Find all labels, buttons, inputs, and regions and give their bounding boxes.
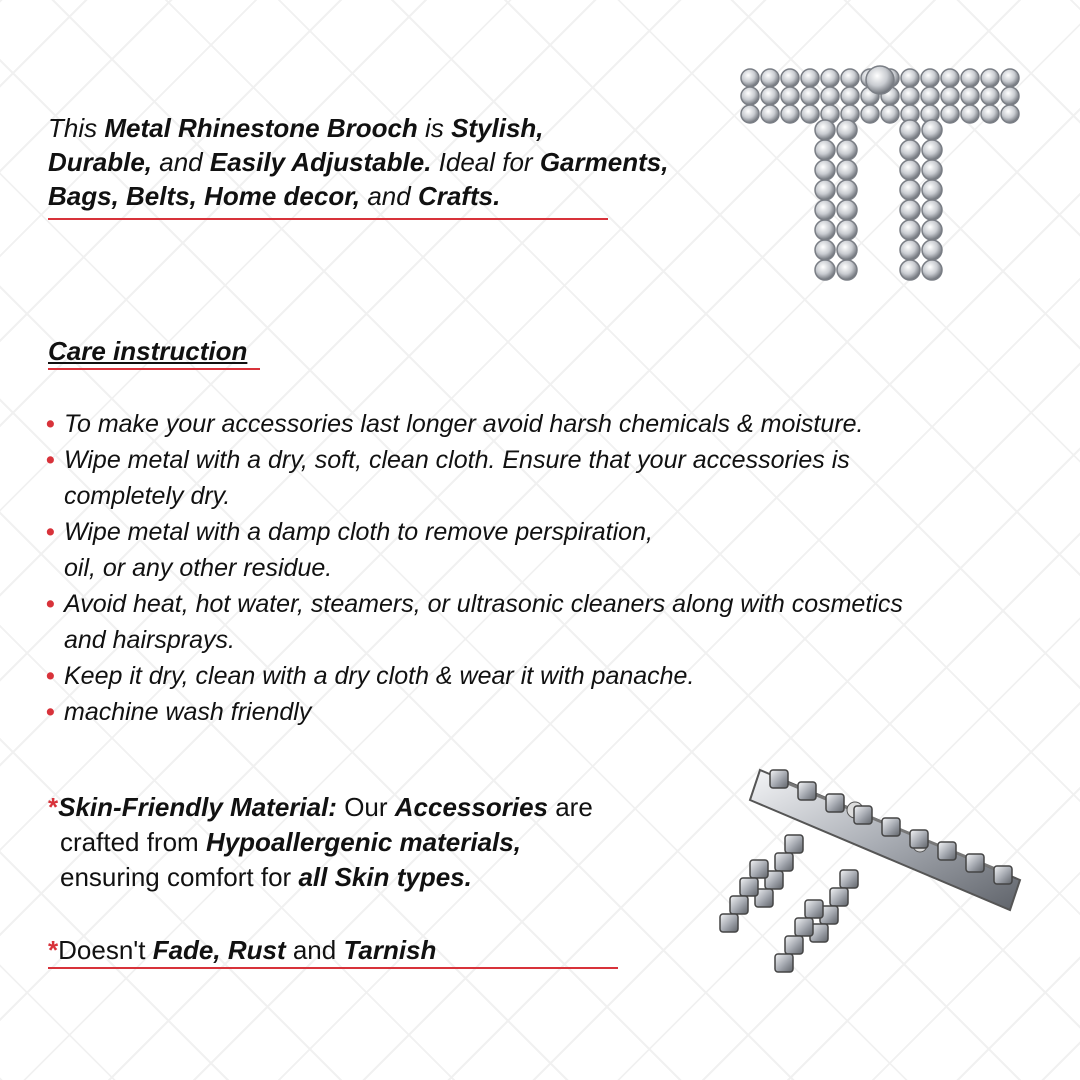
intro-text: is bbox=[417, 113, 452, 143]
skin-highlight: all Skin types. bbox=[298, 862, 472, 892]
skin-line bbox=[48, 825, 648, 860]
intro-highlight: Durable, bbox=[48, 146, 153, 177]
intro-highlight: Stylish, bbox=[451, 113, 544, 143]
care-list bbox=[44, 406, 1024, 730]
skin-highlight: Accessories bbox=[394, 792, 548, 822]
no-fade-note bbox=[48, 935, 436, 966]
care-item bbox=[44, 586, 1024, 658]
skin-text: Our bbox=[336, 792, 395, 822]
bullet-icon: • bbox=[46, 590, 55, 618]
skin-text: crafted from bbox=[60, 827, 206, 857]
fade-text: and bbox=[285, 935, 344, 965]
asterisk-icon: * bbox=[48, 935, 59, 965]
care-item-text: and hairsprays. bbox=[64, 626, 235, 654]
care-item-text: Avoid heat, hot water, steamers, or ultrasonic cleaners along with cosmetics bbox=[64, 590, 903, 618]
brooch-front-image bbox=[730, 60, 1030, 300]
care-instruction-title: Care instruction bbox=[48, 336, 248, 366]
care-item bbox=[44, 658, 1024, 694]
skin-friendly-note bbox=[48, 790, 648, 895]
care-item-text: To make your accessories last longer avoid harsh chemicals & moisture. bbox=[64, 410, 864, 438]
care-item bbox=[44, 442, 1024, 514]
intro-text: This bbox=[48, 113, 105, 143]
care-item-text: Wipe metal with a damp cloth to remove perspiration, bbox=[64, 518, 653, 546]
intro-text: Ideal for bbox=[431, 146, 540, 177]
bullet-icon: • bbox=[46, 410, 55, 438]
skin-text: are bbox=[548, 792, 593, 822]
care-item bbox=[44, 406, 1024, 442]
intro-highlight: Garments, bbox=[539, 146, 669, 177]
skin-line bbox=[48, 860, 648, 895]
bullet-icon: • bbox=[46, 698, 55, 726]
intro-product-name: Metal Rhinestone Brooch bbox=[104, 113, 418, 143]
product-intro bbox=[48, 112, 768, 213]
care-title-underline bbox=[48, 368, 260, 370]
intro-text: and bbox=[152, 146, 210, 177]
intro-highlight: Bags, Belts, Home decor, bbox=[48, 180, 361, 211]
intro-highlight: Crafts. bbox=[417, 180, 501, 211]
intro-divider bbox=[48, 218, 608, 220]
bullet-icon: • bbox=[46, 446, 55, 474]
care-item bbox=[44, 514, 1024, 586]
bullet-icon: • bbox=[46, 662, 55, 690]
fade-text: Doesn't bbox=[58, 935, 153, 965]
care-item-text: oil, or any other residue. bbox=[64, 554, 333, 582]
fade-highlight: Tarnish bbox=[343, 935, 437, 965]
intro-highlight: Easily Adjustable. bbox=[209, 146, 432, 177]
care-item-text: Wipe metal with a dry, soft, clean cloth. Ensure that your accessories is bbox=[64, 446, 850, 474]
brooch-back-image bbox=[690, 750, 1040, 980]
care-item bbox=[44, 694, 1024, 730]
skin-heading: Skin-Friendly Material: bbox=[58, 792, 337, 822]
fade-underline bbox=[48, 967, 618, 969]
skin-highlight: Hypoallergenic materials, bbox=[205, 827, 521, 857]
care-item-text: machine wash friendly bbox=[64, 698, 312, 726]
care-item-text: Keep it dry, clean with a dry cloth & wear it with panache. bbox=[64, 662, 695, 690]
fade-highlight: Fade, Rust bbox=[152, 935, 286, 965]
bullet-icon: • bbox=[46, 518, 55, 546]
care-item-text: completely dry. bbox=[64, 482, 231, 510]
intro-text: and bbox=[360, 180, 418, 211]
asterisk-icon: * bbox=[48, 792, 59, 822]
skin-text: ensuring comfort for bbox=[60, 862, 299, 892]
